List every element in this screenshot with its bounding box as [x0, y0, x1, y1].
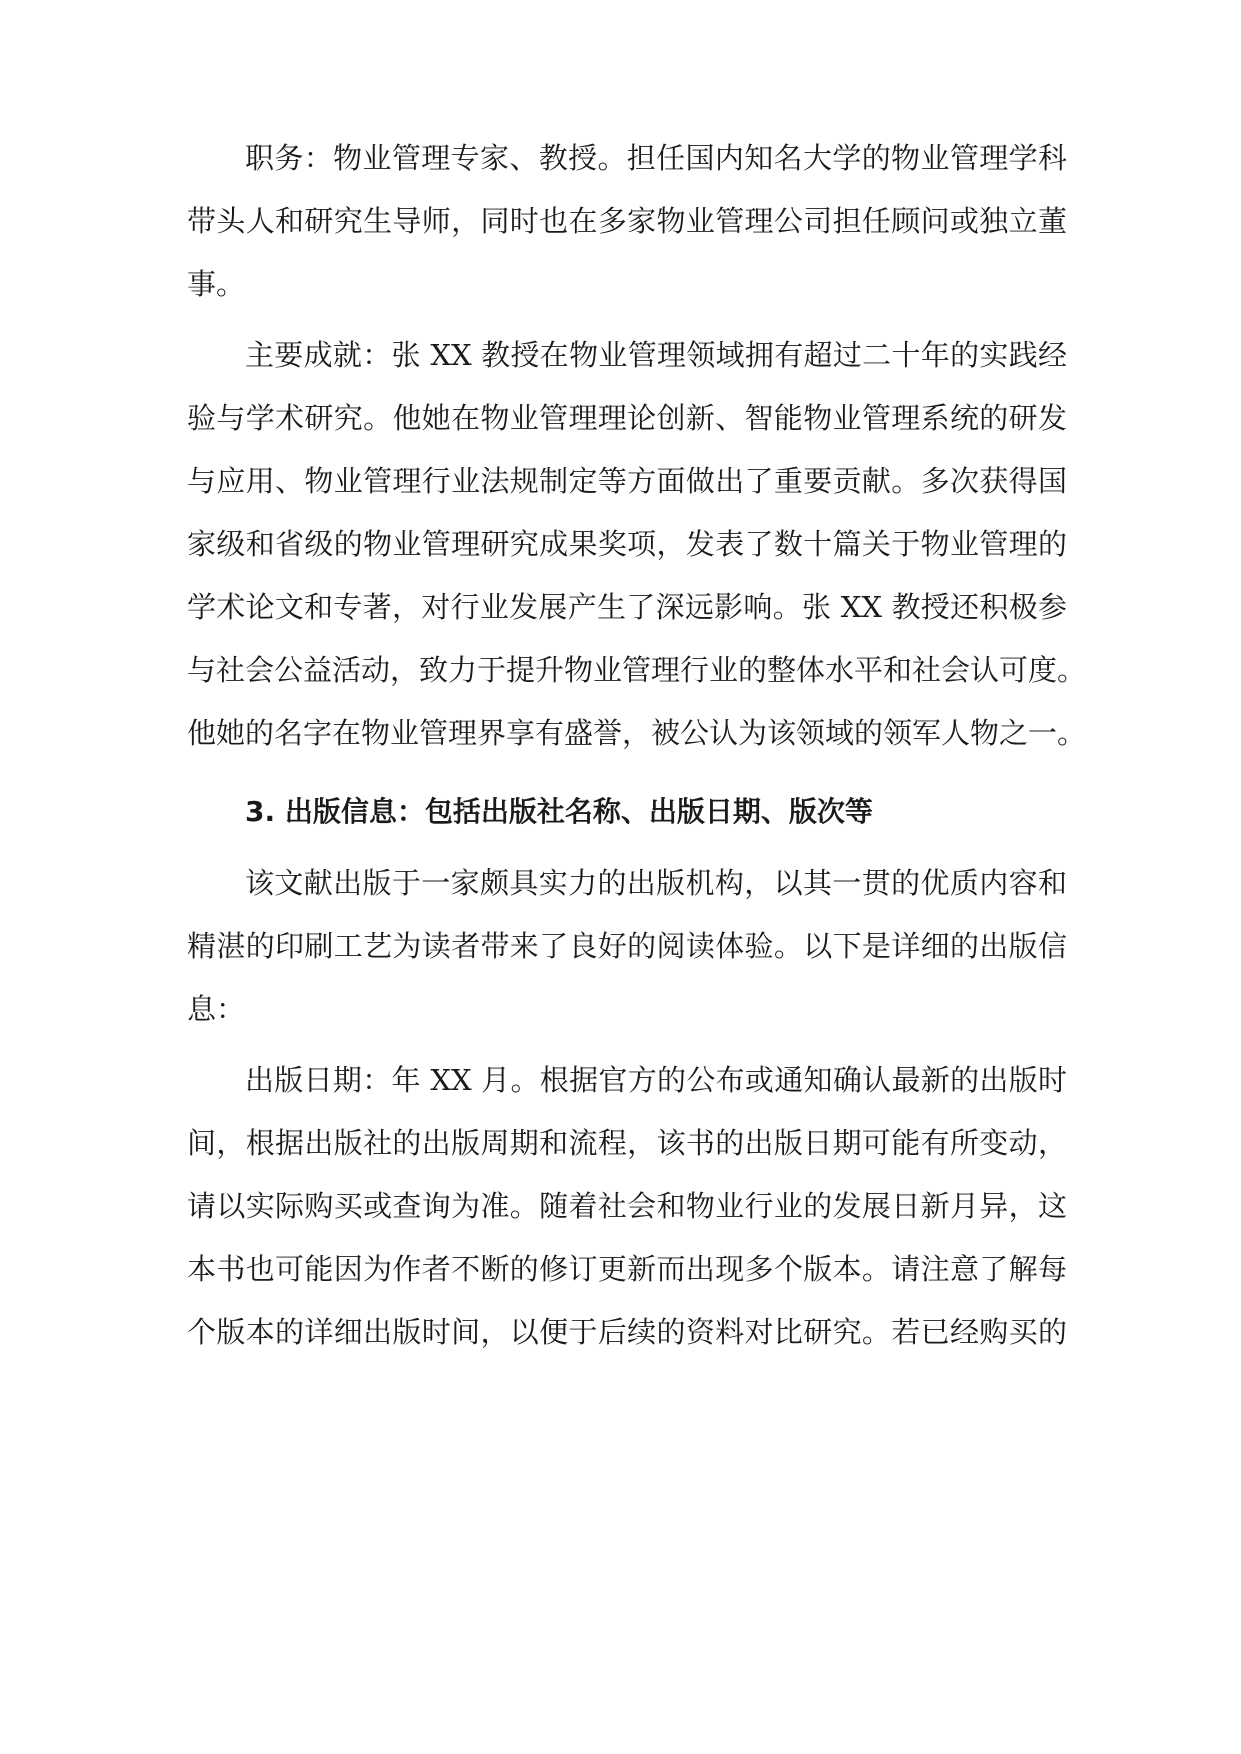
- duties-line-2: 带头人和研究生导师，同时也在多家物业管理公司担任顾问或独立董: [187, 204, 1067, 238]
- publication-date-line-4: 本书也可能因为作者不断的修订更新而出现多个版本。请注意了解每: [187, 1252, 1067, 1286]
- achievements-line-5: 学术论文和专著，对行业发展产生了深远影响。张 XX 教授还积极参: [187, 590, 1067, 624]
- achievements-line-6: 与社会公益活动，致力于提升物业管理行业的整体水平和社会认可度。: [187, 653, 1087, 687]
- achievements-line-3: 与应用、物业管理行业法规制定等方面做出了重要贡献。多次获得国: [187, 464, 1067, 498]
- duties-line-1: 职务：物业管理专家、教授。担任国内知名大学的物业管理学科: [245, 141, 1067, 175]
- publication-date-line-1: 出版日期：年 XX 月。根据官方的公布或通知确认最新的出版时: [245, 1063, 1067, 1097]
- achievements-line-2: 验与学术研究。他她在物业管理理论创新、智能物业管理系统的研发: [187, 401, 1067, 435]
- publication-date-line-3: 请以实际购买或查询为准。随着社会和物业行业的发展日新月异，这: [187, 1189, 1067, 1223]
- publication-intro-line-1: 该文献出版于一家颇具实力的出版机构，以其一贯的优质内容和: [245, 866, 1067, 900]
- publication-intro-line-3: 息：: [187, 992, 246, 1026]
- achievements-line-7: 他她的名字在物业管理界享有盛誉，被公认为该领域的领军人物之一。: [187, 716, 1087, 750]
- publication-date-line-2: 间，根据出版社的出版周期和流程，该书的出版日期可能有所变动，: [187, 1126, 1067, 1160]
- publication-date-line-5: 个版本的详细出版时间，以便于后续的资料对比研究。若已经购买的: [187, 1315, 1067, 1349]
- achievements-line-4: 家级和省级的物业管理研究成果奖项，发表了数十篇关于物业管理的: [187, 527, 1067, 561]
- duties-line-3: 事。: [187, 267, 246, 301]
- achievements-line-1: 主要成就：张 XX 教授在物业管理领域拥有超过二十年的实践经: [245, 338, 1067, 372]
- section-heading: 3. 出版信息：包括出版社名称、出版日期、版次等: [245, 795, 873, 828]
- publication-intro-line-2: 精湛的印刷工艺为读者带来了良好的阅读体验。以下是详细的出版信: [187, 929, 1067, 963]
